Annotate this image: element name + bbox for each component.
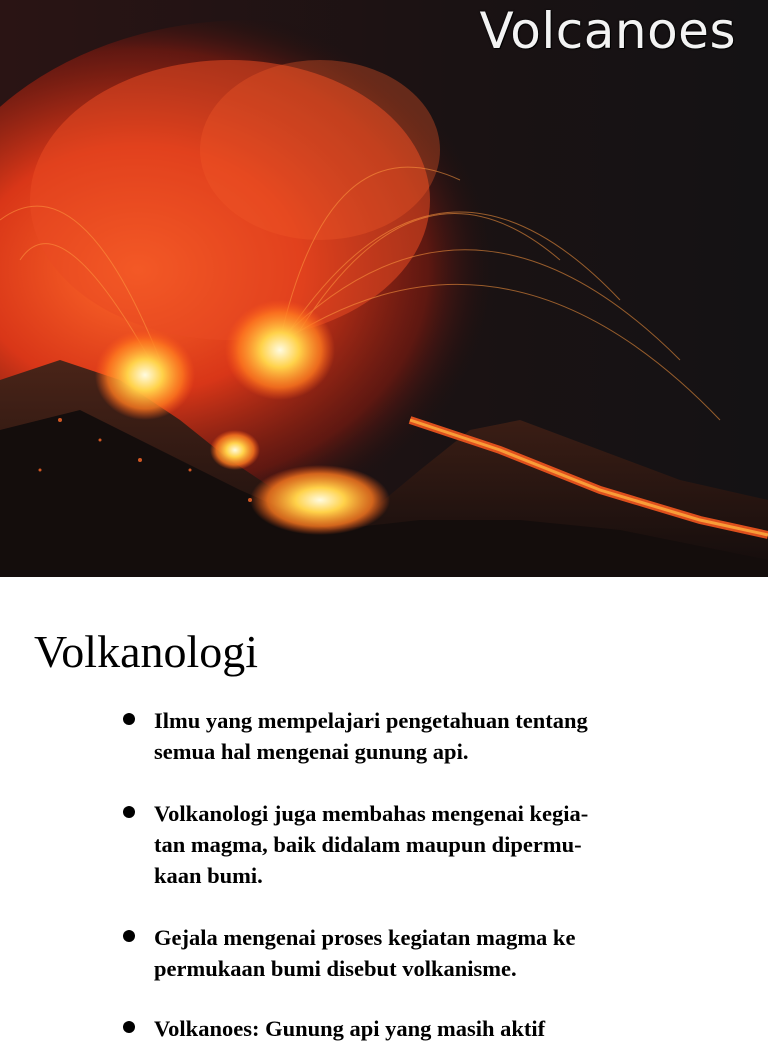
- bullet-text: semua hal mengenai gunung api.: [154, 739, 469, 764]
- bullet-icon: [123, 713, 135, 725]
- bullet-text: Gejala mengenai proses kegiatan magma ke: [154, 925, 576, 950]
- bullet-text: tan magma, baik didalam maupun dipermu-: [154, 832, 582, 857]
- bullet-list: [0, 577, 768, 1041]
- bullet-icon: [123, 930, 135, 942]
- bullet-text: Volkanologi juga membahas mengenai kegia-: [154, 801, 589, 826]
- bullet-item: [120, 705, 588, 767]
- slide-content: [0, 577, 768, 1041]
- bullet-text: Ilmu yang mempelajari pengetahuan tentang: [154, 708, 588, 733]
- bullet-icon: [123, 1021, 135, 1033]
- cover-title: Volcanoes: [479, 2, 736, 60]
- bullet-item: [120, 798, 588, 891]
- bullet-item: [120, 1013, 545, 1044]
- bullet-item: [120, 922, 575, 984]
- bullet-icon: [123, 806, 135, 818]
- bullet-text: permukaan bumi disebut volkanisme.: [154, 956, 517, 981]
- slide-title: Volkanologi: [34, 626, 259, 677]
- bullet-text: Volkanoes: Gunung api yang masih aktif: [154, 1016, 546, 1041]
- bullet-text: kaan bumi.: [154, 863, 263, 888]
